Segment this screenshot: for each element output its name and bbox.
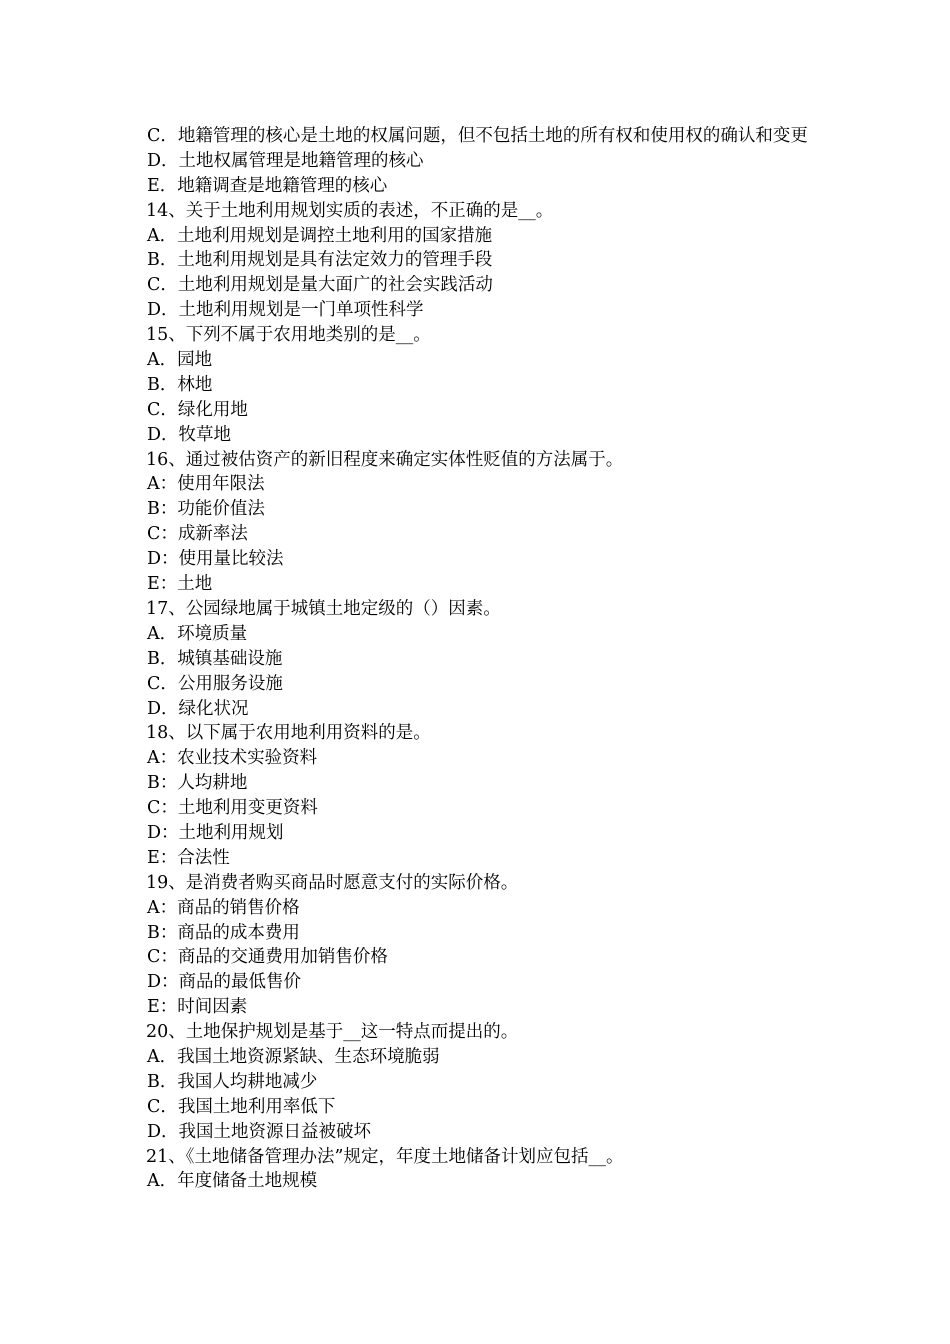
question-text: 18、以下属于农用地利用资料的是。 <box>146 723 431 744</box>
answer-option: D．绿化状况 <box>147 698 249 719</box>
answer-option: A．我国土地资源紧缺、生态环境脆弱 <box>147 1046 440 1067</box>
question-text: 20、土地保护规划是基于__这一特点而提出的。 <box>146 1022 519 1043</box>
answer-option: B．土地利用规划是具有法定效力的管理手段 <box>147 250 493 271</box>
question-text: 17、公园绿地属于城镇土地定级的（）因素。 <box>146 598 501 619</box>
answer-option: C．地籍管理的核心是土地的权属问题，但不包括土地的所有权和使用权的确认和变更 <box>147 126 808 146</box>
question-text: 15、下列不属于农用地类别的是__。 <box>146 325 431 346</box>
answer-option: A．环境质量 <box>147 623 248 644</box>
answer-option: A：农业技术实验资料 <box>147 748 318 769</box>
answer-option: D：商品的最低售价 <box>147 972 302 993</box>
question-text: 21、《土地储备管理办法”规定，年度土地储备计划应包括__。 <box>146 1146 624 1167</box>
answer-option: A：商品的销售价格 <box>147 897 300 918</box>
answer-option: B．城镇基础设施 <box>147 648 283 669</box>
answer-option: A：使用年限法 <box>147 474 265 495</box>
answer-option: B：人均耕地 <box>147 773 248 794</box>
answer-option: B：商品的成本费用 <box>147 922 300 943</box>
answer-option: C：成新率法 <box>147 524 248 545</box>
answer-option: D：土地利用规划 <box>147 822 284 843</box>
answer-option: D．土地利用规划是一门单项性科学 <box>147 300 424 321</box>
answer-option: E：合法性 <box>147 847 230 868</box>
question-text: 19、是消费者购买商品时愿意支付的实际价格。 <box>146 872 519 893</box>
answer-option: C．土地利用规划是量大面广的社会实践活动 <box>147 275 493 296</box>
answer-option: E．地籍调查是地籍管理的核心 <box>147 175 388 196</box>
answer-option: B．林地 <box>147 374 213 395</box>
answer-option: C．公用服务设施 <box>147 673 283 694</box>
answer-option: D．土地权属管理是地籍管理的核心 <box>147 150 424 171</box>
answer-option: C：土地利用变更资料 <box>147 798 318 819</box>
answer-option: C：商品的交通费用加销售价格 <box>147 947 388 968</box>
answer-option: E：时间因素 <box>147 997 248 1018</box>
answer-option: B：功能价值法 <box>147 499 265 520</box>
answer-option: E：土地 <box>147 574 213 595</box>
answer-option: B．我国人均耕地减少 <box>147 1071 318 1092</box>
answer-option: C．我国土地利用率低下 <box>147 1096 336 1117</box>
answer-option: D．我国土地资源日益被破坏 <box>147 1121 372 1142</box>
answer-option: A．土地利用规划是调控土地利用的国家措施 <box>147 225 493 246</box>
answer-option: C．绿化用地 <box>147 399 248 420</box>
answer-option: A．园地 <box>147 350 213 371</box>
answer-option: D．牧草地 <box>147 424 232 445</box>
question-text: 14、关于土地利用规划实质的表述，不正确的是__。 <box>146 200 554 221</box>
question-text: 16、通过被估资产的新旧程度来确定实体性贬值的方法属于。 <box>146 449 624 470</box>
document-body <box>146 124 816 1194</box>
answer-option: A．年度储备土地规模 <box>147 1171 318 1192</box>
answer-option: D：使用量比较法 <box>147 549 284 570</box>
